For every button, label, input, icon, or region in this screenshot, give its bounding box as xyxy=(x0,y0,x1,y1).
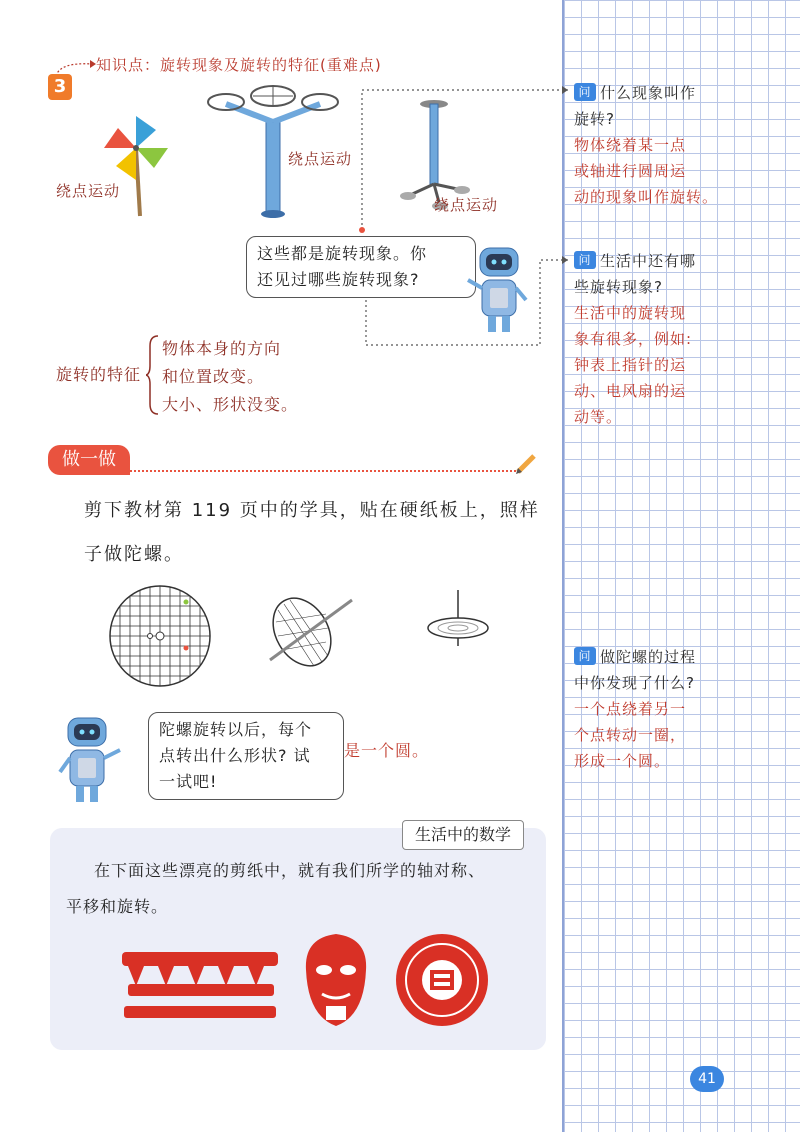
note-answer: 生活中的旋转现 xyxy=(574,304,687,322)
question-badge-icon: 问 xyxy=(574,251,596,269)
spinning-top-illustration xyxy=(420,586,496,656)
bubble-line: 陀螺旋转以后，每个 xyxy=(159,720,313,739)
note-answer: 形成一个圆。 xyxy=(574,752,671,770)
feature-item: 大小、形状没变。 xyxy=(162,395,299,414)
note-question: 问 做陀螺的过程 xyxy=(574,644,774,670)
page-number: 41 xyxy=(690,1066,724,1092)
bubble-line: 一试吧! xyxy=(159,772,218,791)
paper-cut-translation-image xyxy=(118,944,282,1028)
feature-item: 和位置改变。 xyxy=(162,367,265,386)
question-badge-icon: 问 xyxy=(574,83,596,101)
math-in-life-tab: 生活中的数学 xyxy=(402,820,524,850)
bubble-line: 点转出什么形状? 试 xyxy=(159,746,311,765)
paper-cut-opera-mask-image xyxy=(296,930,376,1030)
note-answer: 个点转动一圈， xyxy=(574,726,687,744)
robot-speech-bubble xyxy=(246,236,476,298)
handwritten-answer: 是一个圆。 xyxy=(344,741,430,760)
question-badge-icon: 问 xyxy=(574,647,596,665)
note-answer: 或轴进行圆周运 xyxy=(574,162,687,180)
exercise-number: 3 xyxy=(48,74,72,100)
knowledge-point: 知识点：旋转现象及旋转的特征(重难点) xyxy=(96,56,382,74)
note-answer: 动等。 xyxy=(574,408,623,426)
note-answer: 象有很多，例如: xyxy=(574,330,693,348)
features-label: 旋转的特征 xyxy=(56,365,142,384)
side-note-3 xyxy=(574,644,774,774)
fitness-caption: 绕点运动 xyxy=(288,150,353,168)
section-divider xyxy=(130,470,520,472)
instruction-line: 子做陀螺。 xyxy=(84,544,184,565)
note-question: 问 什么现象叫作 xyxy=(574,80,774,106)
note-question: 旋转? xyxy=(574,110,615,128)
instruction-line: 剪下教材第 119 页中的学具，贴在硬纸板上，照样 xyxy=(84,500,540,521)
note-question: 问 生活中还有哪 xyxy=(574,248,774,274)
life-text: 在下面这些漂亮的剪纸中，就有我们所学的轴对称、 xyxy=(94,861,486,880)
note-question: 中你发现了什么? xyxy=(574,674,695,692)
note-answer: 动的现象叫作旋转。 xyxy=(574,188,719,206)
pinwheel-illustration xyxy=(96,108,176,218)
side-note-2 xyxy=(574,248,774,430)
side-note-1 xyxy=(574,80,774,210)
section-title: 做一做 xyxy=(48,445,130,475)
note-question: 些旋转现象? xyxy=(574,278,663,296)
bubble-line: 还见过哪些旋转现象? xyxy=(257,270,420,289)
note-answer: 物体绕着某一点 xyxy=(574,136,687,154)
paper-cut-rotation-image xyxy=(394,932,490,1028)
note-answer: 钟表上指针的运 xyxy=(574,356,687,374)
pinwheel-caption: 绕点运动 xyxy=(56,182,121,200)
rotating-stand-caption: 绕点运动 xyxy=(434,196,499,214)
pencil-icon xyxy=(514,452,538,476)
robot-icon xyxy=(52,714,142,806)
feature-item: 物体本身的方向 xyxy=(162,339,282,358)
robot-speech-bubble xyxy=(148,712,344,800)
disc-with-stick-illustration xyxy=(262,594,362,670)
bubble-line: 这些都是旋转现象。你 xyxy=(257,244,428,263)
robot-icon xyxy=(464,244,534,336)
note-answer: 动、电风扇的运 xyxy=(574,382,687,400)
note-answer: 一个点绕着另一 xyxy=(574,700,687,718)
brace-icon xyxy=(146,334,160,416)
grid-disc-illustration xyxy=(108,584,212,688)
life-text: 平移和旋转。 xyxy=(66,897,169,916)
